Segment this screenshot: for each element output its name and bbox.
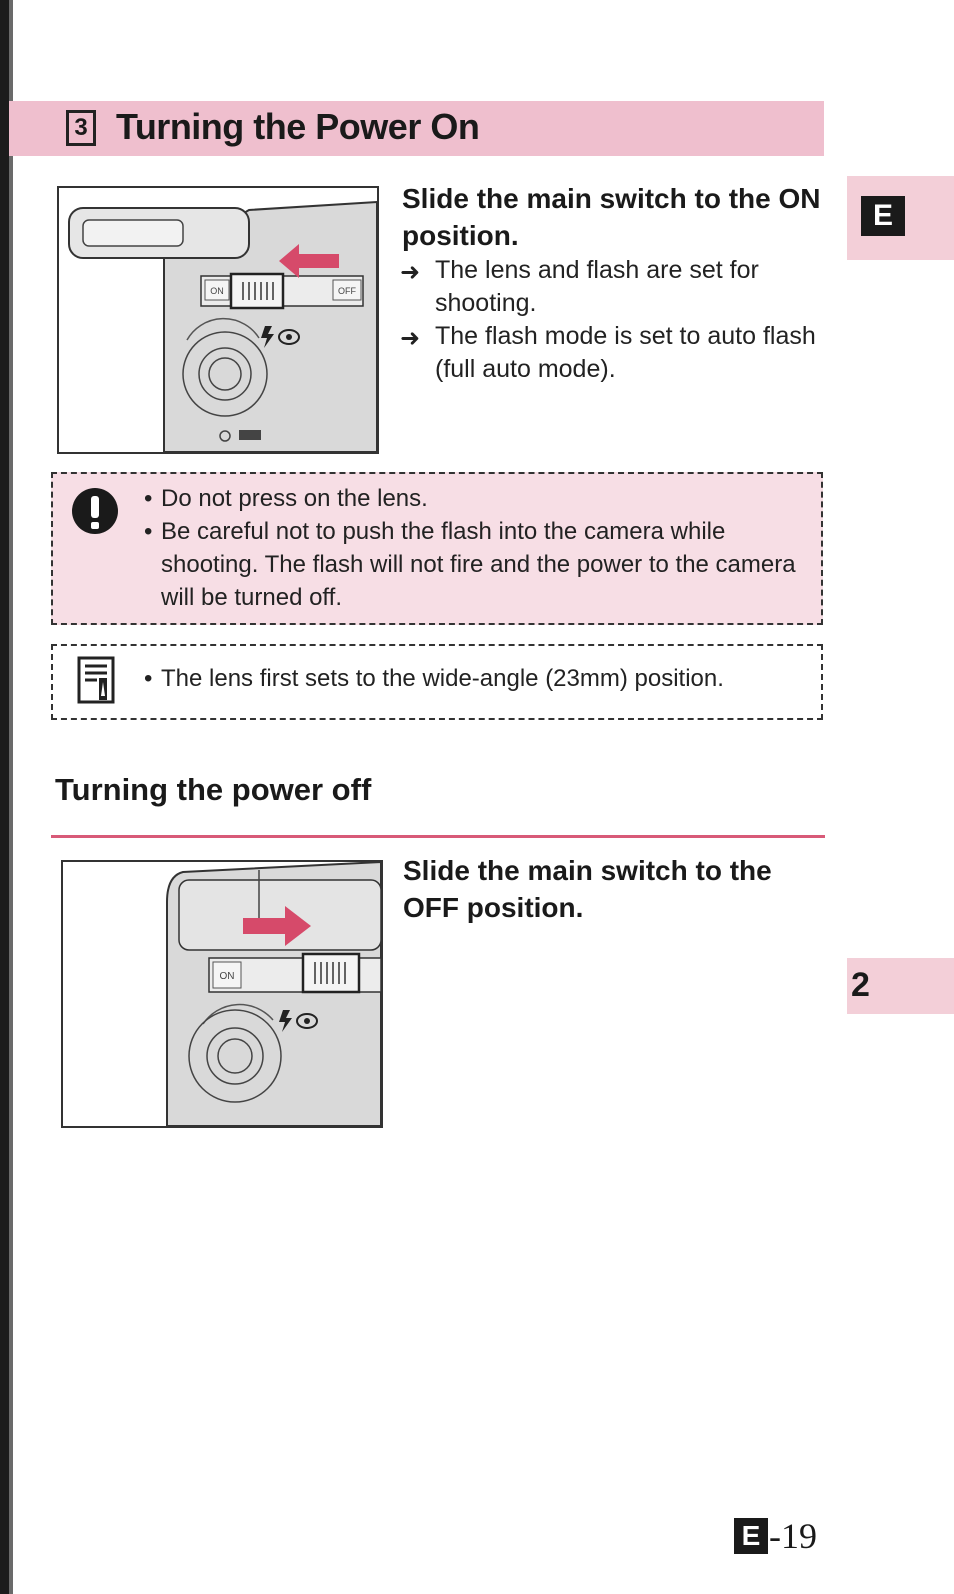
page-number: [734, 1517, 817, 1555]
power-on-illustration: [57, 186, 379, 454]
caution-list: [144, 482, 819, 614]
result-text: The lens and flash are set for shooting.: [435, 256, 759, 317]
caution-item: • Be careful not to push the flash into the camera while shooting. The flash will not fire and the power to the camera will be turned off.: [144, 515, 819, 614]
chapter-tab: [847, 958, 954, 1014]
power-off-heading: Turning the power off: [55, 772, 372, 807]
power-on-instruction: Slide the main switch to the ON position.: [402, 183, 821, 251]
page-edge-shadow-fade: [9, 0, 13, 1594]
result-item: [400, 254, 830, 320]
on-marking: ON: [219, 971, 235, 982]
caution-exclamation-icon: [72, 488, 118, 534]
off-marking: OFF: [338, 286, 356, 296]
language-tab-letter: E: [861, 196, 905, 236]
heading-divider: [51, 835, 825, 838]
power-on-results: [400, 254, 830, 386]
step-number-box: 3: [66, 110, 96, 146]
section-title: Turning the Power On: [116, 106, 480, 147]
language-tab: [847, 176, 954, 260]
result-item: [400, 320, 830, 386]
result-arrow-icon: ➜: [400, 325, 421, 352]
memo-icon: [77, 656, 115, 704]
result-text: The flash mode is set to auto flash (full auto mode).: [435, 322, 816, 383]
power-off-illustration: [61, 860, 383, 1128]
result-arrow-icon: ➜: [400, 259, 421, 286]
page-number-text: -19: [769, 1516, 817, 1556]
page-edge-shadow: [0, 0, 9, 1594]
page-number-prefix: E: [734, 1518, 768, 1554]
note-text: • The lens first sets to the wide-angle (23mm) position.: [144, 664, 724, 694]
caution-item: • Do not press on the lens.: [144, 482, 819, 515]
chapter-tab-number: 2: [851, 966, 870, 1004]
power-off-instruction: Slide the main switch to the OFF position.: [403, 855, 772, 923]
on-marking: ON: [210, 286, 224, 296]
